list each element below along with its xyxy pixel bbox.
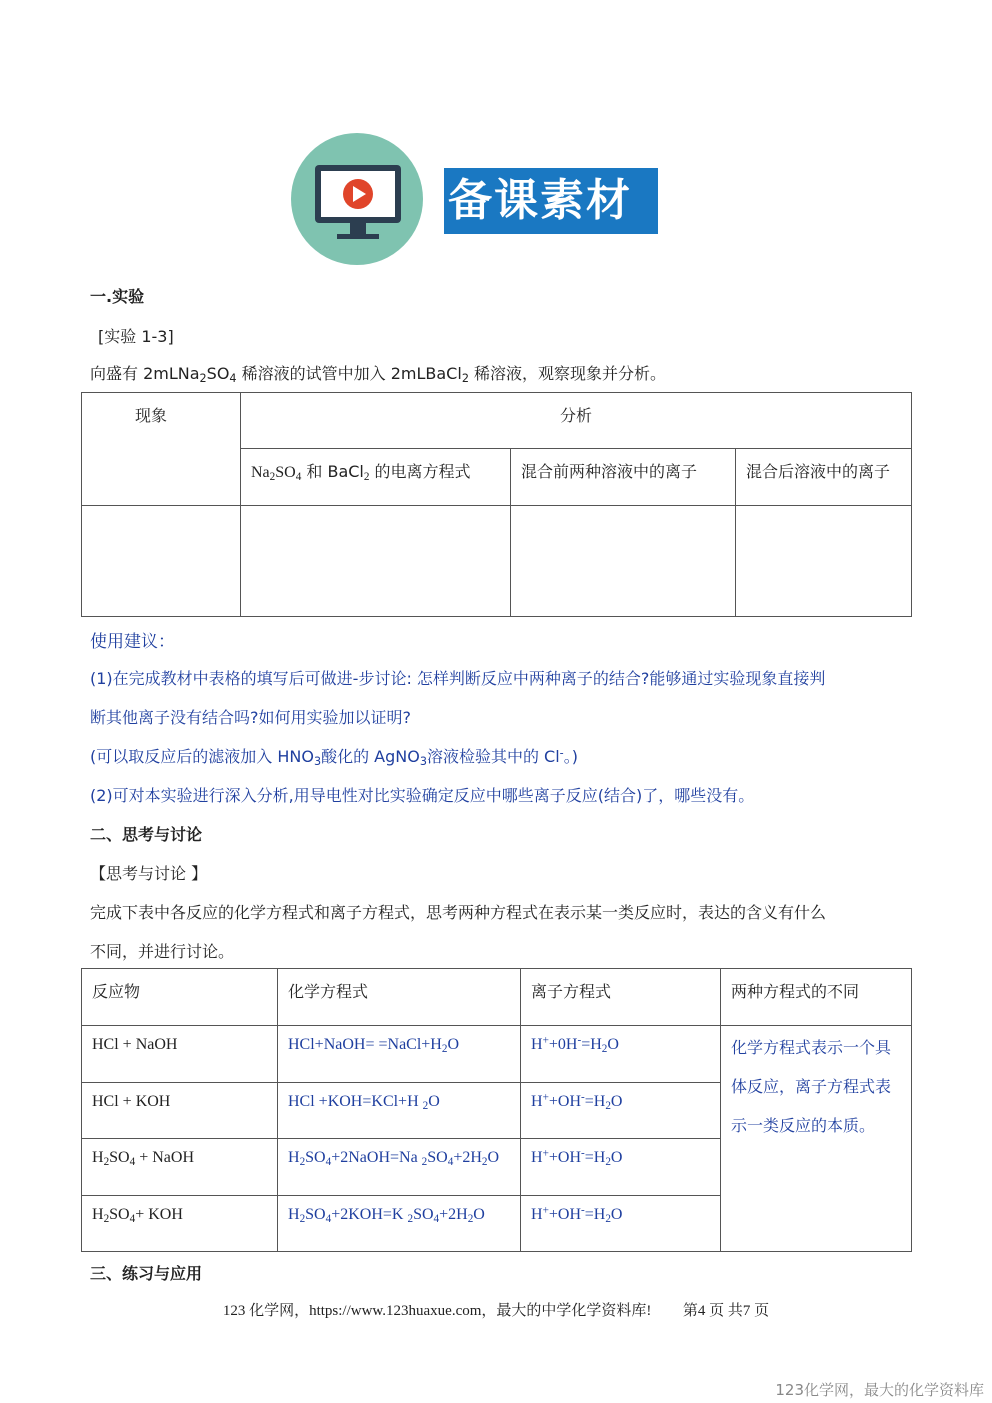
page-footer (0, 1299, 992, 1320)
section2-heading: 二、思考与讨论 (90, 825, 203, 844)
reactant-cell: $H_2SO_4+$ KOH (82, 1196, 278, 1252)
reactant-cell: HCl + KOH (82, 1083, 278, 1139)
section1-intro: 向盛有 $2mLNa_2SO_4$ 稀溶液的试管中加入 2mLBaCl$_2$ 稀溶液，观察现象并分析。 (90, 364, 667, 385)
chemical-equation-cell: HCl+NaOH= $=NaCl+H_2O$ (278, 1026, 521, 1083)
chemical-equation-cell: $H_2SO_4+2KOH=K$ $_2SO_4+2H_2O$ (278, 1196, 521, 1252)
reactant-cell: $H_2SO_4$ + NaOH (82, 1139, 278, 1196)
section2-label: 【思考与讨论 】 (90, 864, 208, 883)
reactant-cell: HCl + NaOH (82, 1026, 278, 1083)
footer-site: 123 化学网，https://www.123huaxue.com，最大的中学化学资料库! (222, 1303, 652, 1319)
section1-heading: 一.实验 (90, 287, 145, 306)
ions-before-cell[interactable] (511, 506, 736, 617)
analysis-header: 分析 (241, 393, 912, 449)
table-row (82, 1026, 912, 1083)
header-reactant: 反应物 (82, 969, 278, 1026)
watermark: 123化学网，最大的化学资料库 (775, 1381, 984, 1399)
advice-p2: (可以取反应后的滤液加入 $HNO_3$酸化的 AgNO$_3$溶液检验其中的 Cl-。) (90, 746, 578, 768)
advice-p1b: 断其他离子没有结合吗?如何用实验加以证明? (90, 708, 411, 727)
section1-label: [实验 1-3] (98, 327, 174, 346)
experiment-table (81, 392, 912, 617)
equation-table (81, 968, 912, 1252)
section2-text-b: 不同，并进行讨论。 (90, 942, 235, 961)
header-difference: 两种方程式的不同 (721, 969, 912, 1026)
advice-p3: (2)可对本实验进行深入分析,用导电性对比实验确定反应中哪些离子反应(结合)了，哪些没有。 (90, 786, 755, 805)
monitor-play-icon (291, 133, 423, 265)
header-chemical-equation: 化学方程式 (278, 969, 521, 1026)
ionic-equation-cell: $H^++0H^-=H_2O$ (521, 1026, 721, 1083)
ions-before-header: 混合前两种溶液中的离子 (511, 449, 736, 506)
ions-after-header: 混合后溶液中的离子 (736, 449, 912, 506)
advice-title: 使用建议： (90, 632, 175, 652)
banner-circle (291, 133, 423, 265)
section2-text-a: 完成下表中各反应的化学方程式和离子方程式，思考两种方程式在表示某一类反应时，表达的含义有什么 (90, 903, 827, 922)
ionization-equation-header: $Na_2SO_4$ 和 BaCl$_2$ 的电离方程式 (241, 449, 511, 506)
ionic-equation-cell: $H^++OH^-=H_2O$ (521, 1139, 721, 1196)
phenomenon-header: 现象 (82, 393, 241, 506)
ionic-equation-cell: $H^++OH^-=H_2O$ (521, 1083, 721, 1139)
footer-page-number: 第4 页 共7 页 (682, 1303, 770, 1319)
advice-p1a: (1)在完成教材中表格的填写后可做进-步讨论: 怎样判断反应中两种离子的结合?能够通过实验现象直接判 (90, 669, 826, 688)
section3-heading: 三、练习与应用 (90, 1264, 203, 1283)
phenomenon-cell[interactable] (82, 506, 241, 617)
ions-after-cell[interactable] (736, 506, 912, 617)
ionic-equation-cell: $H^++OH^-=H_2O$ (521, 1196, 721, 1252)
difference-cell: 化学方程式表示一个具体反应，离子方程式表示一类反应的本质。 (721, 1026, 912, 1252)
header-ionic-equation: 离子方程式 (521, 969, 721, 1026)
chemical-equation-cell: HCl +KOH=KCl+H $_2$O (278, 1083, 521, 1139)
banner-title: 备课素材 (444, 168, 658, 234)
chemical-equation-cell: $H_2SO_4+2NaOH=Na$ $_2SO_4+2H_2O$ (278, 1139, 521, 1196)
ionization-equation-cell[interactable] (241, 506, 511, 617)
